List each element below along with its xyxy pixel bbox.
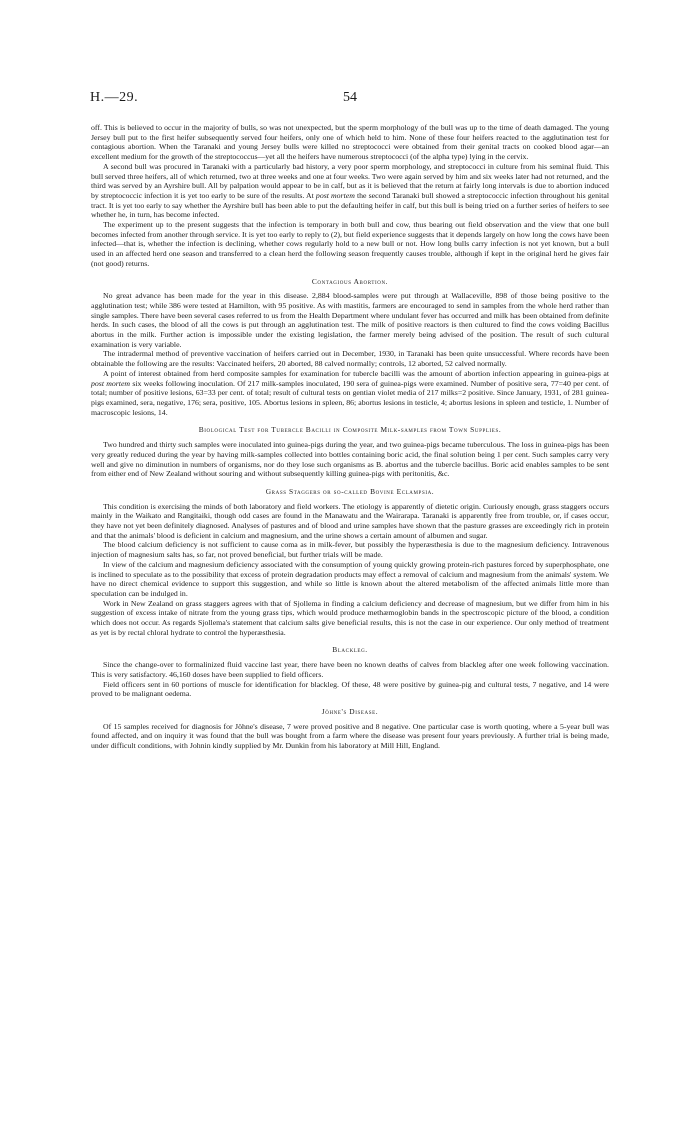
section-heading-blackleg: Blackleg. — [332, 645, 368, 655]
document-reference: H.—29. — [90, 90, 139, 105]
paragraph: In view of the calcium and magnesium deficiency associated with the consumption of young quickly growing protein-rich pastures forced by superphosphate, one is inclined to speculate as to the possibility that excess of protein degradation products may effect a removal of calcium and magnesium from the animals' system. We have no direct chemical evidence to support this suggestion, and while so little is known about the altered metabolism of the affected animals little more than speculation can be indulged in. — [91, 559, 609, 598]
document-body — [91, 123, 609, 751]
page-number: 54 — [343, 90, 357, 105]
paragraph: The experiment up to the present suggests that the infection is temporary in both bull and cow, thus bearing out field observation and the view that one bull becomes infected from another through service. It is yet too early to reply to (2), but field experience suggests that it depends largely on how long the cows have been infected—that is, whether the infection is declining, whether cows regularly hold to a new bull or not. How long bulls carry infection is not yet known, but a bull used in an affected herd one season and transferred to a clean herd the following season frequently causes trouble, although if kept in the original herd he gives fair (not good) returns. — [91, 220, 609, 268]
paragraph: A point of interest obtained from herd composite samples for examination for tubercle bacilli was the amount of abortion infection appearing in guinea-pigs at post mortem six weeks following inoculation. Of 217 milk-samples inoculated, 190 sera of guinea-pigs were examined. Number of positive sera, 77=40 per cent. of total; number of positive lesions, 63=33 per cent. of total; result of cultural tests on gentian violet media of 217 milks=2 positive. Since January, 1931, of 281 guinea-pigs examined, sera, negative, 176; sera, positive, 105. Abortus lesions in spleen, 86; abortus lesions in testicle, 4; abortus lesions in spleen and testicle, 1. Number of macroscopic lesions, 14. — [91, 368, 609, 417]
section-heading-biological-test: Biological Test for Tubercle Bacilli in Composite Milk-samples from Town Supplies. — [198, 425, 502, 435]
paragraph: A second bull was procured in Taranaki with a particularly bad history, a very poor sperm morphology, and streptococci in culture from his seminal fluid. This bull served three heifers, all of which returned, two at three weeks and one at four weeks. Two were again served by him and six weeks later had not returned, and the third was served by an Ayrshire bull. All by palpation would appear to be in calf, but as it is believed that the return at fairly long intervals is due to abortion induced by streptococcic infection it is yet too early to be sure of the results. At post mortem the second Taranaki bull showed a streptococcic infection throughout his genital tract. It is yet too early to say whether the Ayrshire bull has been able to put the defaulting heifer in calf, but this bull is being tried on a further series of heifers to see whether he, in turn, has become infected. — [91, 161, 609, 220]
paragraph: Work in New Zealand on grass staggers agrees with that of Sjollema in finding a calcium deficiency and decrease of magnesium, but we differ from him in his suggestion of excess intake of nitrate from the young grass tips, which would produce methæmoglobin bands in the spectroscopic picture of the blood, a condition which does not occur. As regards Sjollema's statement that calcium salts give beneficial results, this is not the case in our experience. Our only method of treatment as yet is by rectal chloral hydrate to control the hyperæsthesia. — [91, 598, 609, 637]
paragraph: off. This is believed to occur in the majority of bulls, so was not unexpected, but the sperm morphology of the bull was up to the time of death damaged. The young Jersey bull put to the first heifer subsequently served four heifers, only one of which held to him. None of these four heifers reacted to the agglutination test for contagious abortion. When the Taranaki and young Jersey bulls were killed no streptococci were obtained from their genital tracts on cooked blood agar—an excellent medium for the growth of the streptococcus—yet all the heifers have numerous streptococci (of the alpha type) lying in the cervix. — [91, 123, 609, 162]
section-heading-grass-staggers: Grass Staggers or so-called Bovine Eclampsia. — [265, 486, 435, 496]
section-heading-johnes-disease: Jöhne's Disease. — [321, 706, 379, 716]
paragraph: The intradermal method of preventive vaccination of heifers carried out in December, 1930, in Taranaki has been quite unsuccessful. Where records have been obtainable the following are the results: Vaccinated heifers, 20 aborted, 88 calved normally; controls, 12 aborted, 52 calved normally. — [91, 349, 609, 369]
paragraph: Field officers sent in 60 portions of muscle for identification for blackleg. Of these, 48 were positive by guinea-pig and cultural tests, 7 negative, and 14 were proved to be malignant oedema. — [91, 679, 609, 699]
section-heading-contagious-abortion: Contagious Abortion. — [311, 276, 389, 286]
paragraph: Of 15 samples received for diagnosis for Jöhne's disease, 7 were proved positive and 8 negative. One particular case is worth quoting, where a 5-year bull was found affected, and on inquiry it was found that the bull was bought from a farm where the disease was present four years previously. A further trial is being made, under difficult conditions, with Johnin kindly supplied by Mr. Dunkin from his laboratory at Mill Hill, England. — [91, 721, 609, 751]
paragraph: Two hundred and thirty such samples were inoculated into guinea-pigs during the year, and two guinea-pigs became tuberculous. The loss in guinea-pigs has been very greatly reduced during the year by having milk-samples collected into bottles containing boric acid, the final solution being 1 per cent. Such samples carry very well and give no diminution in numbers of organisms, nor do they lose such organisms as B. abortus and the tubercle bacillus. Boric acid enables samples to be sent from either end of New Zealand without souring and without subsequently killing guinea-pigs with peritonitis, &c. — [91, 440, 609, 479]
paragraph: This condition is exercising the minds of both laboratory and field workers. The etiology is apparently of dietetic origin. Curiously enough, grass staggers occurs mainly in the Waikato and Rangitaiki, though odd cases are found in the Manawatu and the Wairarapa. Taranaki is apparently free from trouble, or, if cases occur, they have not yet been definitely diagnosed. Analyses of pastures and of blood and urine samples have shown that the pasture grasses are exceedingly rich in protein and that the animals' blood is deficient in calcium and magnesium, and the urine shows a certain amount of albumen and sugar. — [91, 501, 609, 540]
paragraph: Since the change-over to formalinized fluid vaccine last year, there have been no known deaths of calves from blackleg after one week following vaccination. This is very satisfactory. 46,160 doses have been supplied to field officers. — [91, 660, 609, 679]
paragraph: The blood calcium deficiency is not sufficient to cause coma as in milk-fever, but possibly the hyperæsthesia is due to the magnesium deficiency. Intravenous injection of magnesium salts has, so far, not proved beneficial, but further trials will be made. — [91, 540, 609, 560]
paragraph: No great advance has been made for the year in this disease. 2,884 blood-samples were put through at Wallaceville, 898 of those being positive to the agglutination test; while 386 were tested at Hamilton, with 95 positive. As with mastitis, farmers are encouraged to send in samples from the whole herd rather than single samples. There have been several cases referred to us from the Health Department where undulant fever has occurred and milk has been obtained from definite herds. In such cases, the blood of all the cows is put through an agglutination test. The milk of positive reactors is then cultured to find the cows voiding Bacillus abortus in the milk. Further action is impossible under the existing legislation, the farmer merely being advised of the position. The result of such cultural examination is very variable. — [91, 291, 609, 349]
